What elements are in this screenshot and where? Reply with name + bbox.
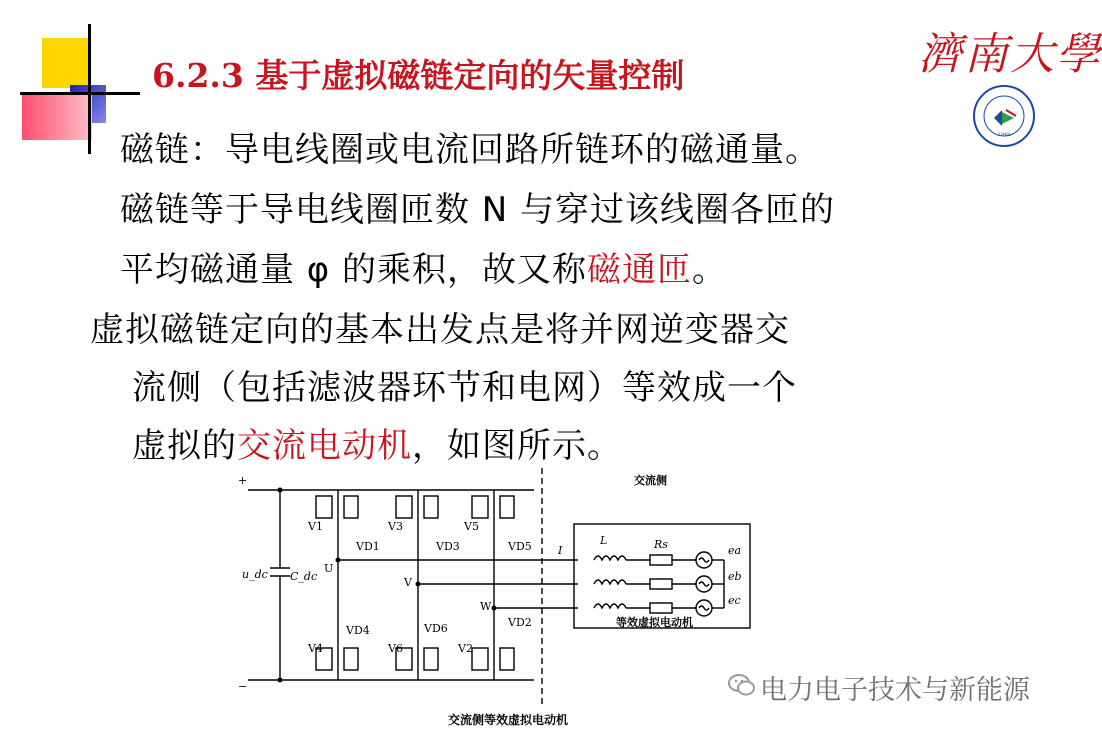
- inverter-circuit-diagram: [238, 468, 758, 730]
- text-line-6-c: ，如图所示。: [412, 426, 622, 466]
- diode-label-vd1: VD1: [356, 540, 380, 553]
- resistor-label: Rs: [654, 538, 668, 551]
- text-line-5: 流侧（包括滤波器环节和电网）等效成一个: [132, 368, 797, 408]
- deco-yellow-square: [42, 38, 90, 88]
- wechat-icon: [728, 672, 756, 698]
- diode-label-vd6: VD6: [424, 622, 448, 635]
- phase-label-w: W: [480, 600, 492, 613]
- text-line-2: 磁链等于导电线圈匝数 N 与穿过该线圈各匝的: [120, 190, 836, 230]
- highlight-flux-turns: 磁通匝: [587, 250, 693, 290]
- text-line-3: [120, 242, 727, 291]
- emf-label-b: eb: [728, 570, 742, 583]
- text-line-1: 磁链：导电线圈或电流回路所链环的磁通量。: [120, 130, 820, 170]
- equiv-motor-label: 等效虚拟电动机: [616, 616, 693, 629]
- dc-minus-label: −: [238, 680, 248, 693]
- diode-label-vd5: VD5: [508, 540, 532, 553]
- switch-label-v5: V5: [464, 520, 479, 533]
- inductor-label: L: [600, 534, 608, 547]
- switch-group-top: [316, 496, 514, 518]
- cdc-label: C_dc: [290, 570, 318, 583]
- text-line-4: 虚拟磁链定向的基本出发点是将并网逆变器交: [90, 310, 790, 350]
- seal-year: 1948: [997, 132, 1011, 138]
- switch-label-v2: V2: [458, 642, 473, 655]
- dc-plus-label: +: [238, 474, 248, 487]
- switch-label-v4: V4: [308, 642, 323, 655]
- text-line-6: [132, 418, 622, 467]
- diode-label-vd3: VD3: [436, 540, 460, 553]
- phase-label-u: U: [324, 562, 334, 575]
- diode-label-vd4: VD4: [346, 624, 370, 637]
- switch-label-v6: V6: [388, 642, 403, 655]
- switch-label-v3: V3: [388, 520, 403, 533]
- phase-label-v: V: [404, 576, 412, 589]
- udc-label: u_dc: [242, 568, 268, 581]
- switch-group-bottom: [316, 648, 514, 670]
- highlight-ac-motor: 交流电动机: [237, 426, 412, 466]
- deco-pink-square: [22, 92, 92, 140]
- deco-vertical-line: [88, 24, 91, 154]
- university-logo: 濟南大學: [918, 29, 1102, 80]
- watermark-text: 电力电子技术与新能源: [760, 675, 1030, 706]
- university-seal-icon: [972, 84, 1036, 148]
- deco-horizontal-line: [20, 92, 140, 95]
- text-line-3-a: 平均磁通量 φ 的乘积，故又称: [120, 250, 588, 290]
- diagram-caption: 交流侧等效虚拟电动机: [448, 713, 569, 727]
- text-line-3-c: 。: [692, 250, 728, 290]
- diode-label-vd2: VD2: [508, 616, 532, 629]
- switch-label-v1: V1: [308, 520, 323, 533]
- current-label: I: [558, 544, 563, 557]
- ac-side-label: 交流侧: [634, 474, 667, 487]
- text-line-6-a: 虚拟的: [132, 426, 237, 466]
- emf-label-a: ea: [728, 544, 742, 557]
- emf-label-c: ec: [728, 594, 741, 607]
- slide-title: 6.2.3 基于虚拟磁链定向的矢量控制: [152, 56, 685, 95]
